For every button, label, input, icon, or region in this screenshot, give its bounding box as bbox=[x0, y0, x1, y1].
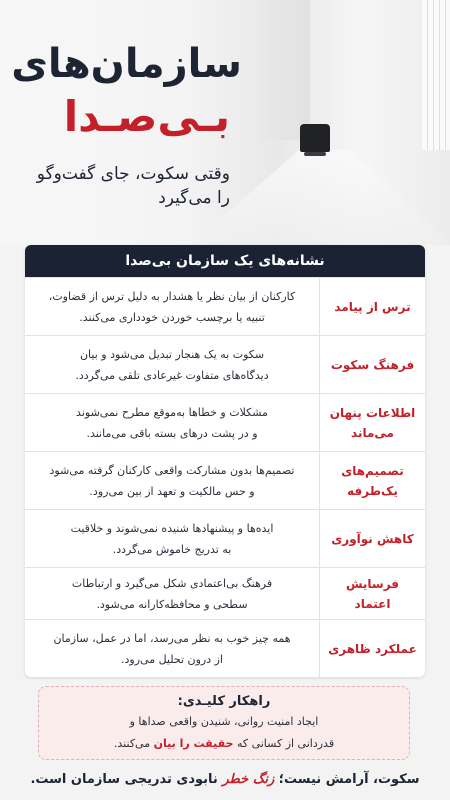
row-description-line: همه چیز خوب به نظر می‌رسد، اما در عمل، سازمان bbox=[53, 631, 291, 645]
room-window bbox=[422, 0, 450, 150]
subtitle-line-2: را می‌گیرد bbox=[158, 188, 230, 208]
subtitle-line-1: وقتی سکوت، جای گفت‌وگو bbox=[36, 164, 230, 184]
row-description-line: کارکنان از بیان نظر یا هشدار به دلیل ترس از قضاوت، bbox=[48, 289, 296, 303]
row-description-line: دیدگاه‌های متفاوت غیرعادی تلقی می‌گردد. bbox=[75, 368, 269, 382]
table-header: نشانه‌های یک سازمان بی‌صدا bbox=[25, 245, 425, 277]
row-label: کاهش نوآوری bbox=[319, 510, 425, 567]
row-description bbox=[25, 340, 319, 390]
row-description bbox=[25, 514, 319, 564]
row-description-line: مشکلات و خطاها به‌موقع مطرح نمی‌شوند bbox=[76, 405, 268, 419]
row-label: ترس از پیامد bbox=[319, 278, 425, 335]
row-description-line: تنبیه یا برچسب خوردن خودداری می‌کنند. bbox=[79, 310, 265, 324]
table-row bbox=[25, 567, 425, 619]
table-row bbox=[25, 335, 425, 393]
room-pillar bbox=[258, 0, 310, 140]
row-description bbox=[25, 624, 319, 674]
row-description-line: از درون تحلیل می‌رود. bbox=[121, 652, 223, 666]
row-description bbox=[25, 569, 319, 619]
table-row bbox=[25, 619, 425, 677]
row-label: عملکرد ظاهری bbox=[319, 620, 425, 677]
row-description-line: سطحی و محافظه‌کارانه می‌شود. bbox=[96, 597, 248, 611]
strategy-line-2 bbox=[39, 733, 409, 755]
subtitle bbox=[10, 162, 230, 210]
strategy-text: قدردانی از کسانی که bbox=[236, 737, 335, 750]
table-row bbox=[25, 393, 425, 451]
empty-chair-icon bbox=[300, 124, 330, 152]
symptoms-table bbox=[25, 245, 425, 677]
table-row bbox=[25, 277, 425, 335]
footer-text: نابودی تدریجی سازمان است. bbox=[30, 772, 218, 787]
row-label: فرسایش اعتماد bbox=[319, 568, 425, 619]
strategy-line-1: ایجاد امنیت روانی، شنیدن واقعی صداها و bbox=[129, 715, 319, 728]
strategy-highlight: حقیقت را بیان bbox=[153, 737, 234, 750]
row-label: فرهنگ سکوت bbox=[319, 336, 425, 393]
row-description-line: تصمیم‌ها بدون مشارکت واقعی کارکنان گرفته می‌شود bbox=[49, 463, 295, 477]
row-description-line: فرهنگ بی‌اعتمادی شکل می‌گیرد و ارتباطات bbox=[71, 576, 273, 590]
row-label: تصمیم‌های یک‌طرفه bbox=[319, 452, 425, 509]
row-description bbox=[25, 456, 319, 506]
row-description bbox=[25, 398, 319, 448]
row-description-line: و حس مالکیت و تعهد از بین می‌رود. bbox=[89, 484, 255, 498]
title-line-2: بـی‌صـدا bbox=[63, 92, 230, 141]
row-label: اطلاعات پنهان می‌ماند bbox=[319, 394, 425, 451]
footer-text: سکوت، آرامش نیست؛ bbox=[278, 772, 420, 787]
row-description-line: سکوت به یک هنجار تبدیل می‌شود و بیان bbox=[79, 347, 265, 361]
key-strategy-box bbox=[38, 686, 410, 760]
strategy-text: می‌کنند. bbox=[113, 737, 151, 750]
row-description-line: و در پشت درهای بسته باقی می‌مانند. bbox=[86, 426, 258, 440]
strategy-title: راهکار کلیـدی: bbox=[177, 694, 271, 709]
row-description bbox=[25, 282, 319, 332]
row-description-line: ایده‌ها و پیشنهادها شنیده نمی‌شوند و خلاقیت bbox=[70, 521, 274, 535]
title-line-1: سازمان‌های bbox=[11, 41, 242, 87]
footer-tagline bbox=[0, 768, 450, 792]
table-row bbox=[25, 451, 425, 509]
row-description-line: به تدریج خاموش می‌گردد. bbox=[112, 542, 232, 556]
footer-highlight: زنگ خطر bbox=[222, 772, 275, 787]
table-row bbox=[25, 509, 425, 567]
